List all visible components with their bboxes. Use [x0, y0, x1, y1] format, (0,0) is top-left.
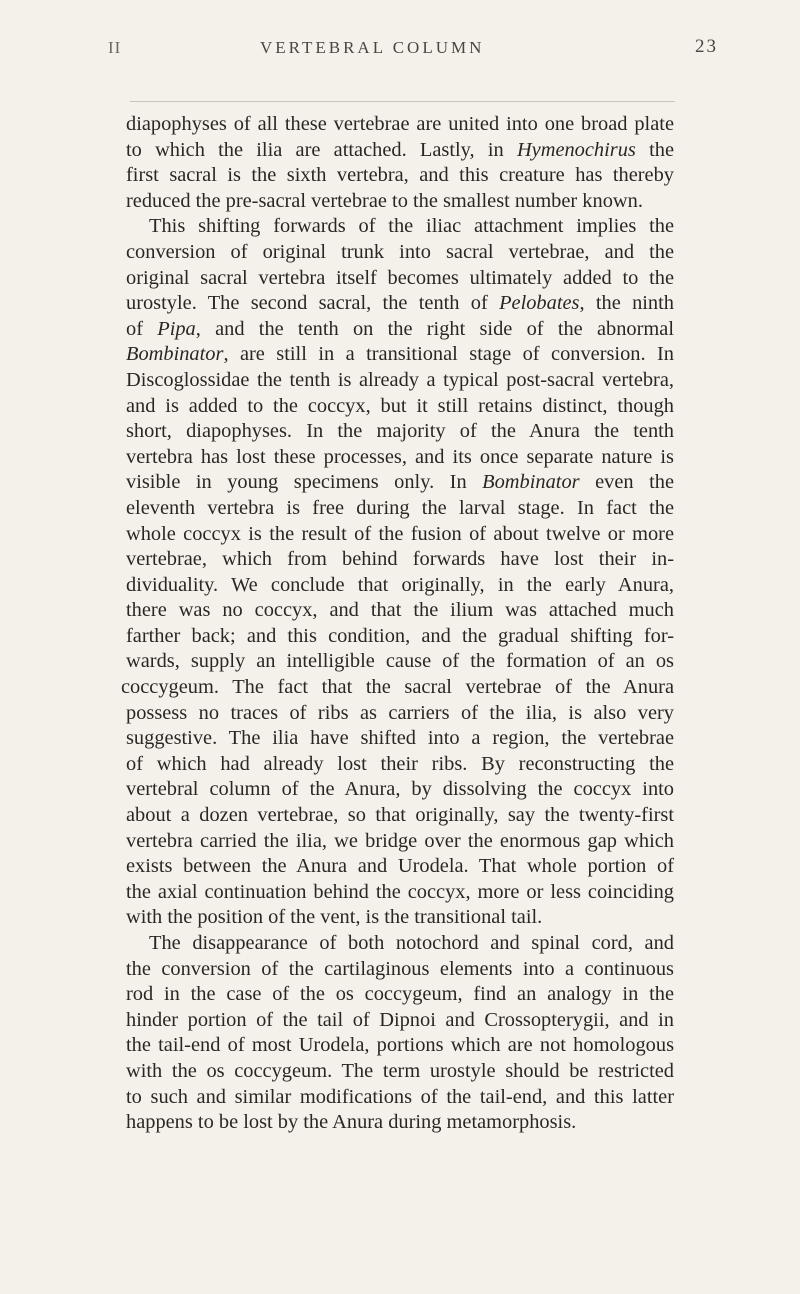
text-line: Bombinator, are still in a transitional stage of conversion. In	[126, 343, 674, 366]
text-line: to which the ilia are attached. Lastly, in Hymenochirus the	[126, 138, 674, 161]
text-line: the conversion of the cartilaginous elements into a continuous	[126, 957, 674, 980]
chapter-number: II	[108, 38, 122, 57]
text-line: The disappearance of both notochord and spinal cord, and	[149, 932, 674, 954]
text-line: visible in young specimens only. In Bombinator even the	[126, 471, 674, 494]
paragraph	[126, 931, 674, 1136]
italic-term: Hymenochirus	[516, 138, 636, 161]
italic-term: Bombinator	[126, 343, 224, 366]
text-line: dividuality. We conclude that originally, in the early Anura,	[126, 573, 674, 596]
text-line: eleventh vertebra is free during the larval stage. In fact the	[126, 496, 674, 519]
text-line: to such and similar modifications of the tail-end, and this latter	[126, 1085, 674, 1108]
text-line: the axial continuation behind the coccyx, more or less coinciding	[126, 880, 674, 903]
text-line: about a dozen vertebrae, so that originally, say the twenty-first	[126, 804, 674, 827]
page-number: 23	[695, 36, 718, 57]
italic-term: Pipa	[157, 317, 196, 340]
text-line: conversion of original trunk into sacral vertebrae, and the	[126, 240, 674, 263]
text-line: diapophyses of all these vertebrae are united into one broad plate	[126, 113, 674, 135]
text-line: with the position of the vent, is the transitional tail.	[126, 906, 543, 929]
text-line: Discoglossidae the tenth is already a typical post-sacral vertebra,	[126, 368, 674, 391]
paragraph	[121, 214, 674, 931]
text-line: with the os coccygeum. The term urostyle should be restricted	[126, 1059, 674, 1082]
italic-term: Bombinator	[482, 471, 580, 494]
text-line: possess no traces of ribs as carriers of the ilia, is also very	[126, 701, 674, 724]
text-line: coccygeum. The fact that the sacral vertebrae of the Anura	[121, 676, 674, 699]
text-line: hinder portion of the tail of Dipnoi and Crossopterygii, and in	[126, 1008, 674, 1031]
text-line: of which had already lost their ribs. By reconstructing the	[126, 752, 674, 775]
text-line: of Pipa, and the tenth on the right side of the abnormal	[126, 317, 674, 340]
text-line: the tail-end of most Urodela, portions which are not homologous	[126, 1034, 674, 1057]
text-line: reduced the pre-sacral vertebrae to the smallest number known.	[126, 189, 643, 212]
text-line: happens to be lost by the Anura during metamorphosis.	[126, 1111, 577, 1134]
text-line: rod in the case of the os coccygeum, find an analogy in the	[126, 983, 674, 1006]
text-line: vertebral column of the Anura, by dissolving the coccyx into	[126, 778, 674, 801]
text-line: exists between the Anura and Urodela. That whole portion of	[126, 855, 674, 878]
text-line: whole coccyx is the result of the fusion of about twelve or more	[126, 522, 674, 545]
italic-term: Pelobates	[499, 292, 580, 315]
text-line: vertebra carried the ilia, we bridge over the enormous gap which	[126, 829, 674, 852]
paragraph	[126, 112, 674, 214]
text-line: vertebrae, which from behind forwards have lost their in-	[126, 548, 674, 571]
header-rule	[130, 101, 675, 102]
text-line: This shifting forwards of the iliac attachment implies the	[149, 215, 674, 238]
text-line: original sacral vertebra itself becomes ultimately added to the	[126, 266, 674, 289]
running-title: VERTEBRAL COLUMN	[260, 38, 485, 57]
page-header	[108, 38, 718, 68]
text-line: suggestive. The ilia have shifted into a region, the vertebrae	[126, 727, 674, 750]
body-text	[121, 112, 674, 1136]
text-line: urostyle. The second sacral, the tenth of Pelobates, the ninth	[126, 292, 674, 315]
text-line: wards, supply an intelligible cause of the formation of an os	[126, 650, 674, 673]
text-line: there was no coccyx, and that the ilium was attached much	[126, 599, 674, 622]
text-line: first sacral is the sixth vertebra, and this creature has thereby	[126, 164, 674, 187]
text-line: short, diapophyses. In the majority of the Anura the tenth	[126, 420, 674, 443]
text-line: vertebra has lost these processes, and its once separate nature is	[126, 445, 674, 468]
text-line: farther back; and this condition, and the gradual shifting for-	[126, 624, 674, 647]
text-line: and is added to the coccyx, but it still retains distinct, though	[126, 394, 674, 417]
